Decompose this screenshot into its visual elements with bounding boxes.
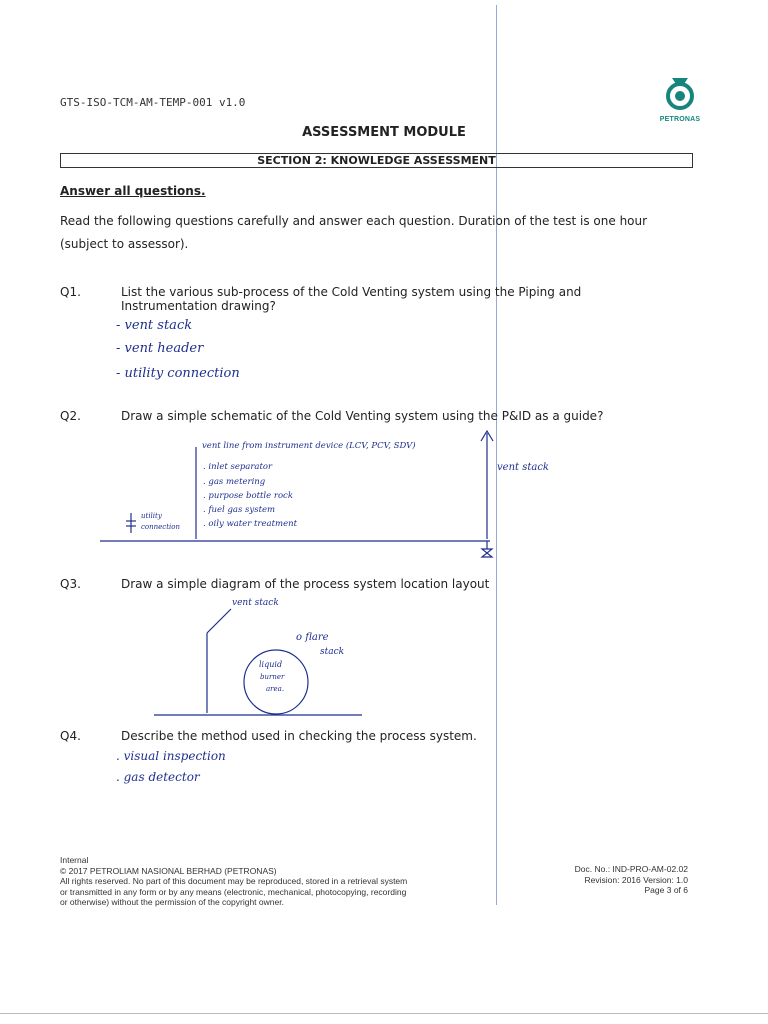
- page-number: Page 3 of 6: [644, 885, 688, 895]
- sketch-label: . oily water treatment: [203, 519, 297, 529]
- petronas-logo: [650, 74, 710, 123]
- handwritten-answer: - vent stack: [116, 318, 193, 333]
- sketch-label: stack: [320, 647, 345, 657]
- sketch-label: . gas metering: [203, 477, 266, 487]
- question-text: Draw a simple schematic of the Cold Venting system using the P&ID as a guide?: [121, 409, 604, 423]
- copyright-line: or transmitted in any form or by any means (electronic, mechanical, photocopying, recording: [60, 886, 407, 897]
- logo-text: PETRONAS: [659, 116, 701, 123]
- page-title: ASSESSMENT MODULE: [302, 125, 466, 140]
- instructions: Read the following questions carefully and answer each question. Duration of the test is one hour (subject to assessor).: [60, 214, 648, 251]
- sketch-label: vent stack: [232, 598, 279, 608]
- sketch-label: area.: [266, 685, 285, 693]
- sketch-label: o flare: [296, 632, 329, 643]
- question-text: List the various sub-process of the Cold Venting system using the Piping and Instrumentation drawing?: [121, 285, 582, 313]
- question-text: Describe the method used in checking the process system.: [121, 729, 477, 743]
- sketch-label: liquid: [259, 660, 283, 669]
- copyright-line: © 2017 PETROLIAM NASIONAL BERHAD (PETRONAS): [60, 865, 277, 876]
- handwritten-answer: - vent header: [116, 341, 204, 356]
- document-code: GTS-ISO-TCM-AM-TEMP-001 v1.0: [60, 96, 246, 109]
- sketch-label: . inlet separator: [203, 462, 273, 472]
- section-title: SECTION 2: KNOWLEDGE ASSESSMENT: [257, 154, 496, 167]
- sketch-label: . purpose bottle rock: [203, 491, 293, 501]
- question-number: Q1.: [60, 285, 81, 299]
- question-number: Q4.: [60, 729, 81, 743]
- doc-number: Doc. No.: IND-PRO-AM-02.02: [574, 864, 688, 874]
- document-info: [480, 864, 688, 896]
- petronas-logo-icon: [660, 74, 700, 112]
- layout-sketch: [150, 595, 370, 720]
- sketch-label: vent line from instrument device (LCV, PCV, SDV): [202, 441, 416, 451]
- question-text: Draw a simple diagram of the process system location layout: [121, 577, 490, 591]
- answer-all-heading: Answer all questions.: [60, 184, 206, 198]
- sketch-label: burner: [260, 673, 285, 681]
- sketch-label: vent stack: [497, 462, 549, 473]
- section-header-box: [60, 153, 693, 168]
- copyright-footer: [60, 855, 407, 908]
- scan-edge-line: [0, 1013, 768, 1014]
- sketch-label: utility: [141, 512, 162, 520]
- copyright-line: or otherwise) without the permission of the copyright owner.: [60, 897, 284, 907]
- revision: Revision: 2016 Version: 1.0: [584, 874, 688, 885]
- sketch-label: . fuel gas system: [203, 505, 276, 515]
- copyright-line: All rights reserved. No part of this document may be reproduced, stored in a retrieval system: [60, 876, 408, 886]
- question-number: Q2.: [60, 409, 81, 423]
- question-number: Q3.: [60, 577, 81, 591]
- handwritten-answer: - utility connection: [116, 366, 240, 381]
- sketch-label: connection: [141, 523, 180, 531]
- handwritten-answer: . visual inspection: [116, 749, 226, 763]
- classification-label: Internal: [60, 855, 89, 865]
- handwritten-answer: . gas detector: [116, 770, 200, 784]
